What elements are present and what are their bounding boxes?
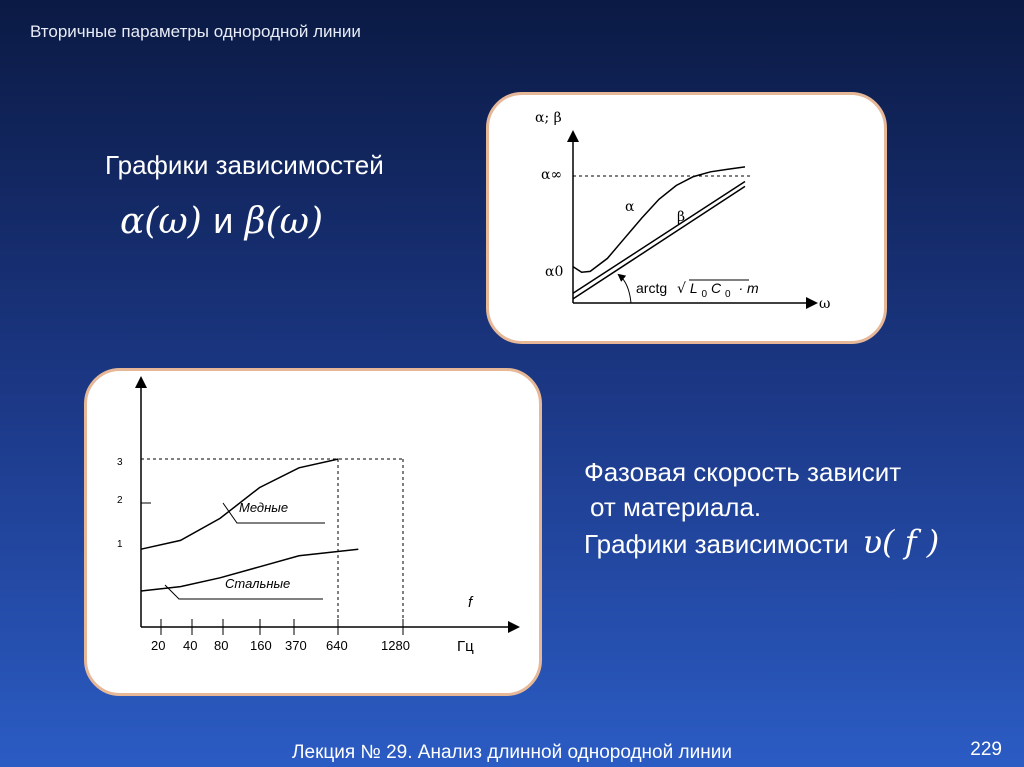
phase-velocity-chart-panel: [84, 368, 542, 696]
phase-line-2: от материала.: [590, 492, 762, 522]
footer-lecture-title: Лекция № 29. Анализ длинной однородной линии: [292, 742, 732, 763]
alpha-curve: [573, 167, 745, 272]
alpha-beta-chart-panel: [486, 92, 887, 344]
c0-subscript: 0: [724, 289, 731, 300]
copper-label: Медные: [239, 500, 289, 515]
beta-omega-formula: β(ω): [244, 201, 324, 242]
phase-velocity-text: [584, 455, 939, 562]
y-tick-1: 1: [117, 539, 123, 550]
x-tick-80: 80: [214, 638, 229, 653]
page-number: 229: [970, 739, 1002, 760]
x-tick-160: 160: [250, 638, 272, 653]
alpha-beta-formula: [120, 200, 323, 242]
l0-symbol: L: [689, 280, 698, 296]
y-tick-3: 3: [117, 457, 123, 468]
formula-conjunction: и: [213, 200, 234, 241]
l0-subscript: 0: [701, 289, 708, 300]
alpha-curve-label: α: [625, 199, 635, 215]
x-tick-640: 640: [326, 638, 348, 653]
hz-unit-label: Гц: [457, 638, 474, 655]
v-f-formula: υ( f ): [862, 523, 940, 561]
alpha-omega-formula: α(ω): [120, 201, 202, 242]
alpha-0-label: α0: [545, 264, 564, 280]
phase-line-1: Фазовая скорость зависит: [584, 457, 902, 487]
alpha-beta-chart: [489, 95, 884, 341]
beta-line-label: β: [677, 209, 686, 225]
asymptote-line: [573, 182, 745, 294]
slide-header: Вторичные параметры однородной линии: [30, 22, 361, 41]
f-axis-label: f: [468, 594, 473, 611]
phase-line-3: Графики зависимости: [584, 529, 849, 559]
x-tick-40: 40: [183, 638, 198, 653]
graphs-heading: Графики зависимостей: [105, 150, 384, 180]
phase-line-3-wrap: [584, 525, 939, 562]
steel-label: Стальные: [225, 576, 291, 591]
phase-velocity-chart: [87, 371, 539, 693]
y-axis-label: α; β: [535, 110, 562, 126]
times-m: · m: [738, 280, 759, 296]
alpha-inf-label: α∞: [541, 167, 563, 183]
c0-symbol: C: [710, 280, 722, 296]
y-tick-2: 2: [117, 495, 123, 506]
x-axis-label: ω: [819, 296, 831, 312]
arctg-label: [636, 280, 759, 300]
x-tick-1280: 1280: [381, 638, 410, 653]
arctg-prefix: arctg: [636, 280, 668, 296]
arctg-angle-arrow: [619, 275, 631, 303]
sqrt-sign: √: [677, 281, 686, 297]
x-tick-370: 370: [285, 638, 307, 653]
x-tick-20: 20: [151, 638, 166, 653]
